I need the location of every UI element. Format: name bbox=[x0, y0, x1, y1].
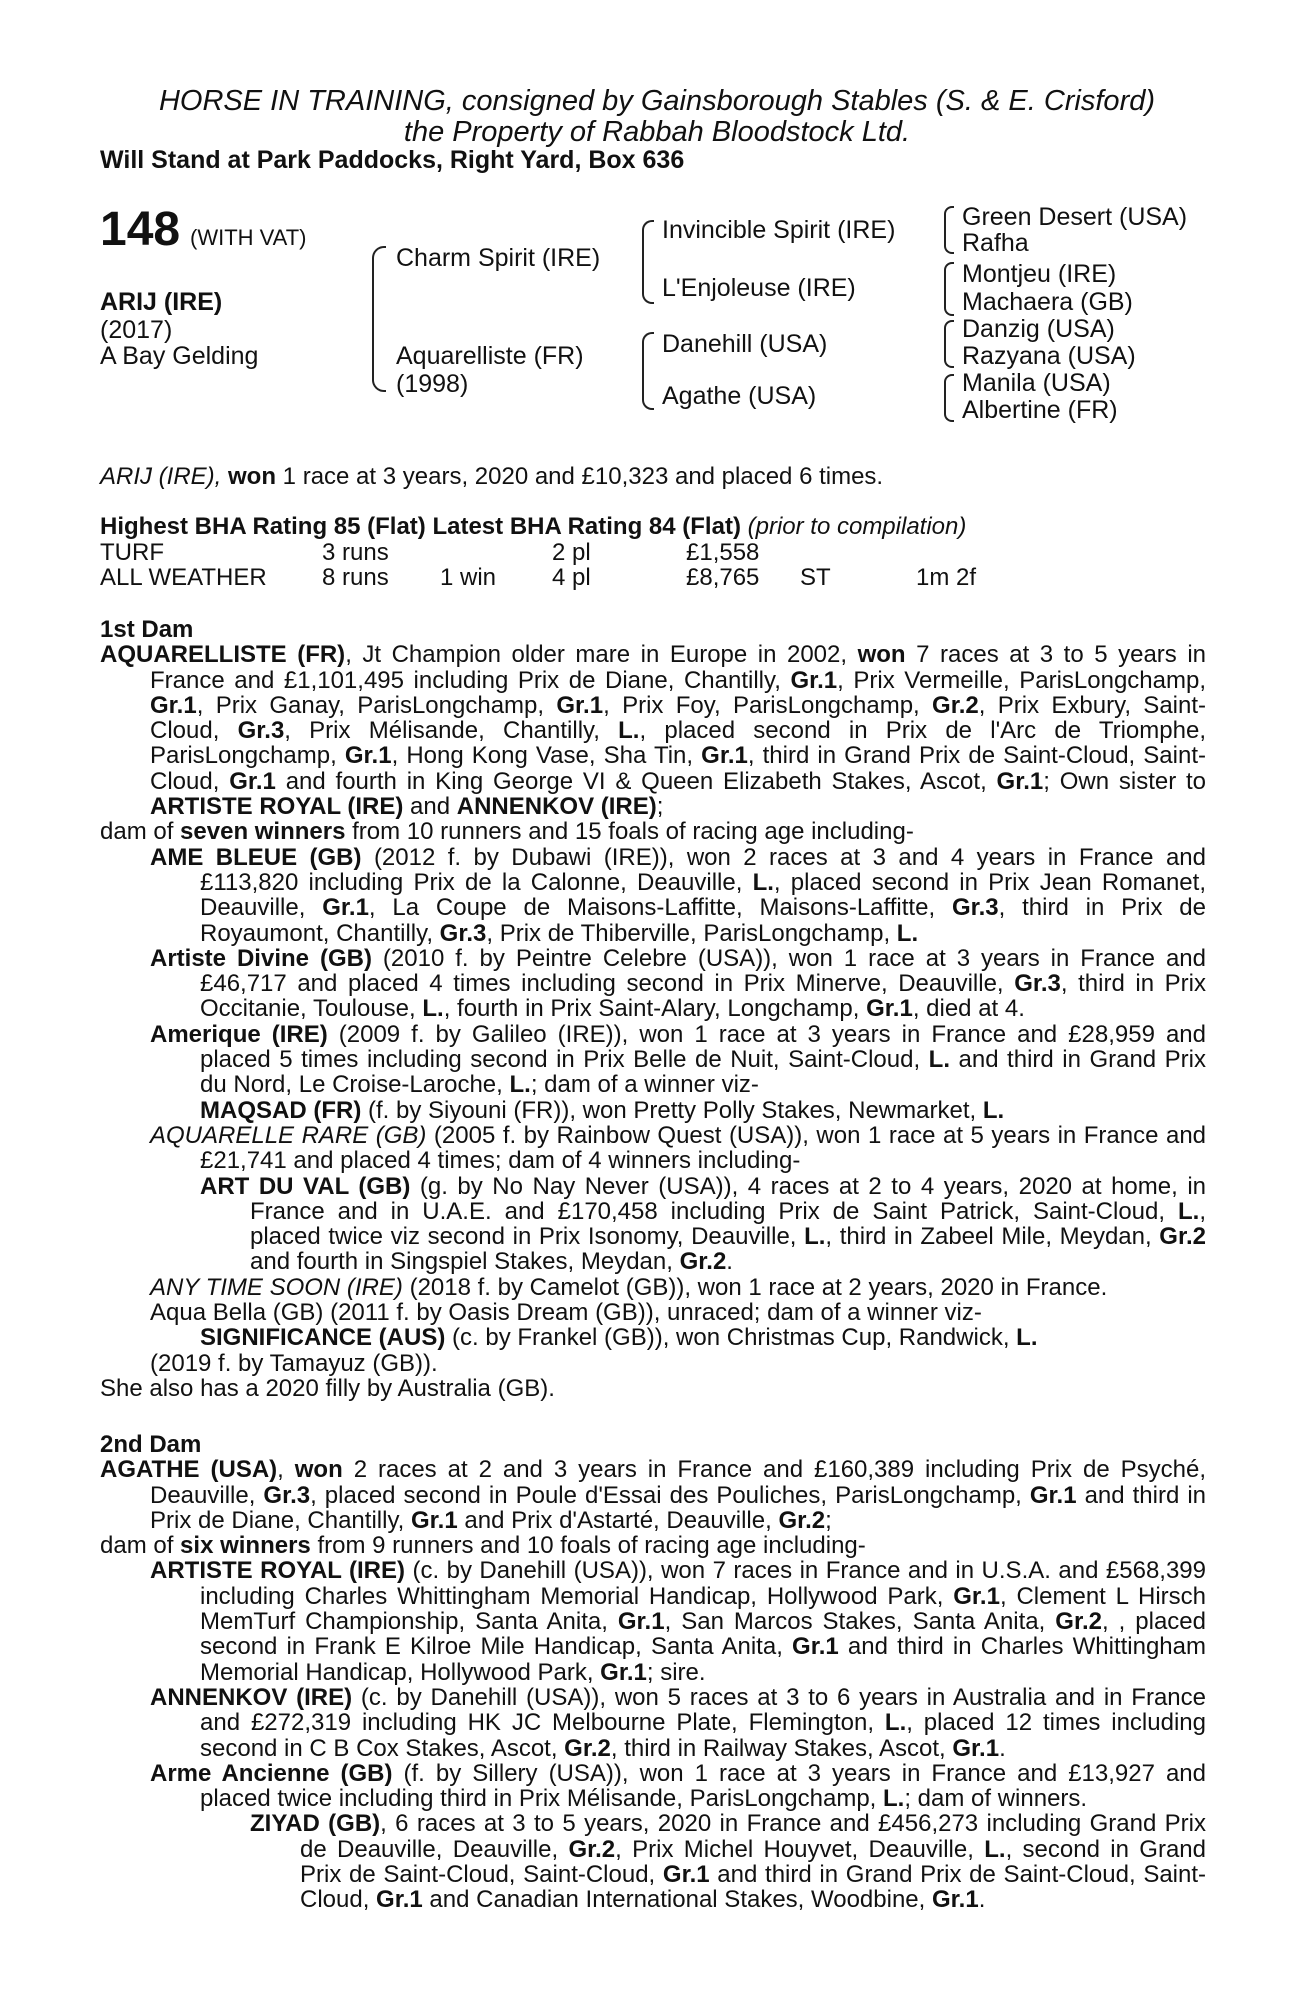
horse-name: ARIJ (IRE) bbox=[100, 288, 223, 316]
pedigree-brace-sire bbox=[642, 220, 654, 304]
pedigree-dam: Aquarelliste (FR) bbox=[396, 342, 584, 370]
first-dam-heading: 1st Dam bbox=[100, 616, 194, 643]
first-dam-section bbox=[100, 617, 1206, 1401]
produce-arme-ancienne: Arme Ancienne (GB) (f. by Sillery (USA)), won 1 race at 3 years in France and £13,927 and placed twice including third in Prix Mélisande, ParisLongchamp, L.; dam of winners. bbox=[150, 1759, 1207, 1813]
pedigree-brace-dam bbox=[642, 332, 654, 410]
lot-number: 148 bbox=[100, 203, 181, 256]
pedigree-dss: Danzig (USA) bbox=[962, 315, 1115, 343]
produce-annenkov: ANNENKOV (IRE) (c. by Danehill (USA)), won 5 races at 3 to 6 years in Australia and in France and £272,319 including HK JC Melbourne Plate, Flemington, L., placed 12 times including second in C B Cox Stakes, Ascot, Gr.2, third in Railway Stakes, Ascot, Gr.1. bbox=[150, 1683, 1206, 1762]
header-consignor-line: HORSE IN TRAINING, consigned by Gainsborough Stables (S. & E. Crisford) bbox=[158, 85, 1156, 117]
produce-aquarelle-rare: AQUARELLE RARE (GB) (2005 f. by Rainbow Quest (USA)), won 1 race at 5 years in France and £21,741 and placed 4 times; dam of 4 winners including- bbox=[150, 1121, 1207, 1175]
produce-amerique: Amerique (IRE) (2009 f. by Galileo (IRE)), won 1 race at 3 years in France and £28,959 and placed 5 times including second in Prix Belle de Nuit, Saint-Cloud, L. and third in Grand Prix du Nord, Le Croise-Laroche, L.; dam of a winner viz- bbox=[150, 1020, 1206, 1099]
pedigree-dam-year: (1998) bbox=[396, 370, 469, 398]
rating-aw-distance: 1m 2f bbox=[916, 564, 977, 591]
produce-artiste-divine: Artiste Divine (GB) (2010 f. by Peintre Celebre (USA)), won 1 race at 3 years in France and £46,717 and placed 4 times including second in Prix Minerve, Deauville, Gr.3, third in Prix Occitanie, Toulouse, L., fourth in Prix Saint-Alary, Longchamp, Gr.1, died at 4. bbox=[150, 944, 1207, 1023]
produce-aqua-bella: Aqua Bella (GB) (2011 f. by Oasis Dream (GB)), unraced; dam of a winner viz- bbox=[150, 1299, 982, 1327]
produce-2020-filly: She also has a 2020 filly by Australia (GB). bbox=[100, 1374, 555, 1402]
pedigree-dds: Manila (USA) bbox=[962, 369, 1111, 397]
pedigree-brace-ds bbox=[944, 320, 954, 368]
first-dam-entry: AQUARELLISTE (FR), Jt Champion older mare in Europe in 2002, won 7 races at 3 to 5 years in France and £1,101,495 including Prix de Diane, Chantilly, Gr.1, Prix Vermeille, ParisLongchamp, Gr.1, Prix Ganay, ParisLongchamp, Gr.1, Prix Foy, ParisLongchamp, Gr.2, Prix Exbury, Saint-Cloud, Gr.3, Prix Mélisande, Chantilly, L., placed second in Prix de l'Arc de Triomphe, ParisLongchamp, Gr.1, Hong Kong Vase, Sha Tin, Gr.1, third in Grand Prix de Saint-Cloud, Saint-Cloud, Gr.1 and fourth in King George VI & Queen Elizabeth Stakes, Ascot, Gr.1; Own sister to ARTISTE ROYAL (IRE) and ANNENKOV (IRE); bbox=[100, 641, 1207, 821]
pedigree-sire-sire: Invincible Spirit (IRE) bbox=[662, 216, 896, 244]
pedigree-dam-sire: Danehill (USA) bbox=[662, 330, 828, 358]
second-dam-heading: 2nd Dam bbox=[100, 1431, 202, 1458]
bha-rating: Highest BHA Rating 85 (Flat) Latest BHA Rating 84 (Flat) (prior to compilation) bbox=[100, 513, 967, 540]
produce-significance: SIGNIFICANCE (AUS) (c. by Frankel (GB)), won Christmas Cup, Randwick, L. bbox=[200, 1324, 1038, 1352]
rating-aw-going: ST bbox=[800, 564, 831, 591]
pedigree-brace-sd bbox=[944, 262, 954, 316]
first-dam-produce-summary: dam of seven winners from 10 runners and 15 foals of racing age including- bbox=[100, 818, 914, 846]
pedigree-sss: Green Desert (USA) bbox=[962, 203, 1188, 231]
second-dam-section bbox=[100, 1432, 1206, 1913]
stand-location: Will Stand at Park Paddocks, Right Yard, Box 636 bbox=[100, 146, 685, 174]
rating-aw-placed: 4 pl bbox=[552, 564, 591, 591]
pedigree-brace-ss bbox=[944, 206, 954, 254]
pedigree-sds: Montjeu (IRE) bbox=[962, 260, 1117, 288]
pedigree-dsd: Razyana (USA) bbox=[962, 342, 1136, 370]
second-dam-entry: AGATHE (USA), won 2 races at 2 and 3 years in France and £160,389 including Prix de Psyché, Deauville, Gr.3, placed second in Poule d'Essai des Pouliches, ParisLongchamp, Gr.1 and third in Prix de Diane, Chantilly, Gr.1 and Prix d'Astarté, Deauville, Gr.2; bbox=[100, 1456, 1207, 1534]
produce-ame-bleue: AME BLEUE (GB) (2012 f. by Dubawi (IRE)), won 2 races at 3 and 4 years in France and £113,820 including Prix de la Calonne, Deauville, L., placed second in Prix Jean Romanet, Deauville, Gr.1, La Coupe de Maisons-Laffitte, Maisons-Laffitte, Gr.3, third in Prix de Royaumont, Chantilly, Gr.3, Prix de Thiberville, ParisLongchamp, L. bbox=[150, 843, 1206, 947]
pedigree-brace-dd bbox=[944, 374, 954, 422]
pedigree-dam-dam: Agathe (USA) bbox=[662, 382, 817, 410]
pedigree-sdd: Machaera (GB) bbox=[962, 288, 1133, 316]
pedigree-ssd: Rafha bbox=[962, 229, 1029, 257]
produce-maqsad: MAQSAD (FR) (f. by Siyouni (FR)), won Pretty Polly Stakes, Newmarket, L. bbox=[200, 1096, 1005, 1124]
rating-aw-runs: 8 runs bbox=[322, 564, 389, 591]
produce-artiste-royal: ARTISTE ROYAL (IRE) (c. by Danehill (USA)), won 7 races in France and in U.S.A. and £568,399 including Charles Whittingham Memorial Handicap, Hollywood Park, Gr.1, Clement L Hirsch MemTurf Championship, Santa Anita, Gr.1, San Marcos Stakes, Santa Anita, Gr.2, , placed second in Frank E Kilroe Mile Handicap, Santa Anita, Gr.1 and third in Charles Whittingham Memorial Handicap, Hollywood Park, Gr.1; sire. bbox=[150, 1557, 1207, 1686]
pedigree-ddd: Albertine (FR) bbox=[962, 396, 1118, 424]
horse-year: (2017) bbox=[100, 316, 173, 344]
vat-note: (WITH VAT) bbox=[190, 225, 307, 250]
rating-aw-surface: ALL WEATHER bbox=[100, 564, 267, 591]
second-dam-produce-summary: dam of six winners from 9 runners and 10 foals of racing age including- bbox=[100, 1532, 866, 1560]
pedigree-brace-main bbox=[372, 246, 386, 392]
rating-aw-prize: £8,765 bbox=[686, 564, 760, 591]
produce-ziyad: ZIYAD (GB), 6 races at 3 to 5 years, 2020 in France and £456,273 including Grand Prix de Deauville, Deauville, Gr.2, Prix Michel Houyvet, Deauville, L., second in Grand Prix de Saint-Cloud, Saint-Cloud, Gr.1 and third in Grand Prix de Saint-Cloud, Saint-Cloud, Gr.1 and Canadian International Stakes, Woodbine, Gr.1. bbox=[250, 1810, 1207, 1914]
race-summary: ARIJ (IRE), won 1 race at 3 years, 2020 and £10,323 and placed 6 times. bbox=[100, 463, 884, 490]
rating-turf-surface: TURF bbox=[100, 539, 164, 566]
rating-aw-wins: 1 win bbox=[440, 564, 497, 591]
pedigree-sire-dam: L'Enjoleuse (IRE) bbox=[662, 274, 856, 302]
produce-any-time-soon: ANY TIME SOON (IRE) (2018 f. by Camelot (GB)), won 1 race at 2 years, 2020 in France. bbox=[150, 1273, 1108, 1301]
produce-2019-filly: (2019 f. by Tamayuz (GB)). bbox=[150, 1349, 438, 1377]
produce-art-du-val: ART DU VAL (GB) (g. by No Nay Never (USA)), 4 races at 2 to 4 years, 2020 at home, in France and in U.A.E. and £170,458 including Prix de Saint Patrick, Saint-Cloud, L., placed twice viz second in Prix Isonomy, Deauville, L., third in Zabeel Mile, Meydan, Gr.2 and fourth in Singspiel Stakes, Meydan, Gr.2. bbox=[200, 1172, 1206, 1276]
rating-turf-placed: 2 pl bbox=[552, 539, 591, 566]
rating-turf-prize: £1,558 bbox=[686, 539, 760, 566]
horse-description: A Bay Gelding bbox=[100, 342, 259, 370]
pedigree-sire: Charm Spirit (IRE) bbox=[396, 244, 601, 272]
header-property-line: the Property of Rabbah Bloodstock Ltd. bbox=[403, 116, 911, 148]
rating-turf-runs: 3 runs bbox=[322, 539, 389, 566]
